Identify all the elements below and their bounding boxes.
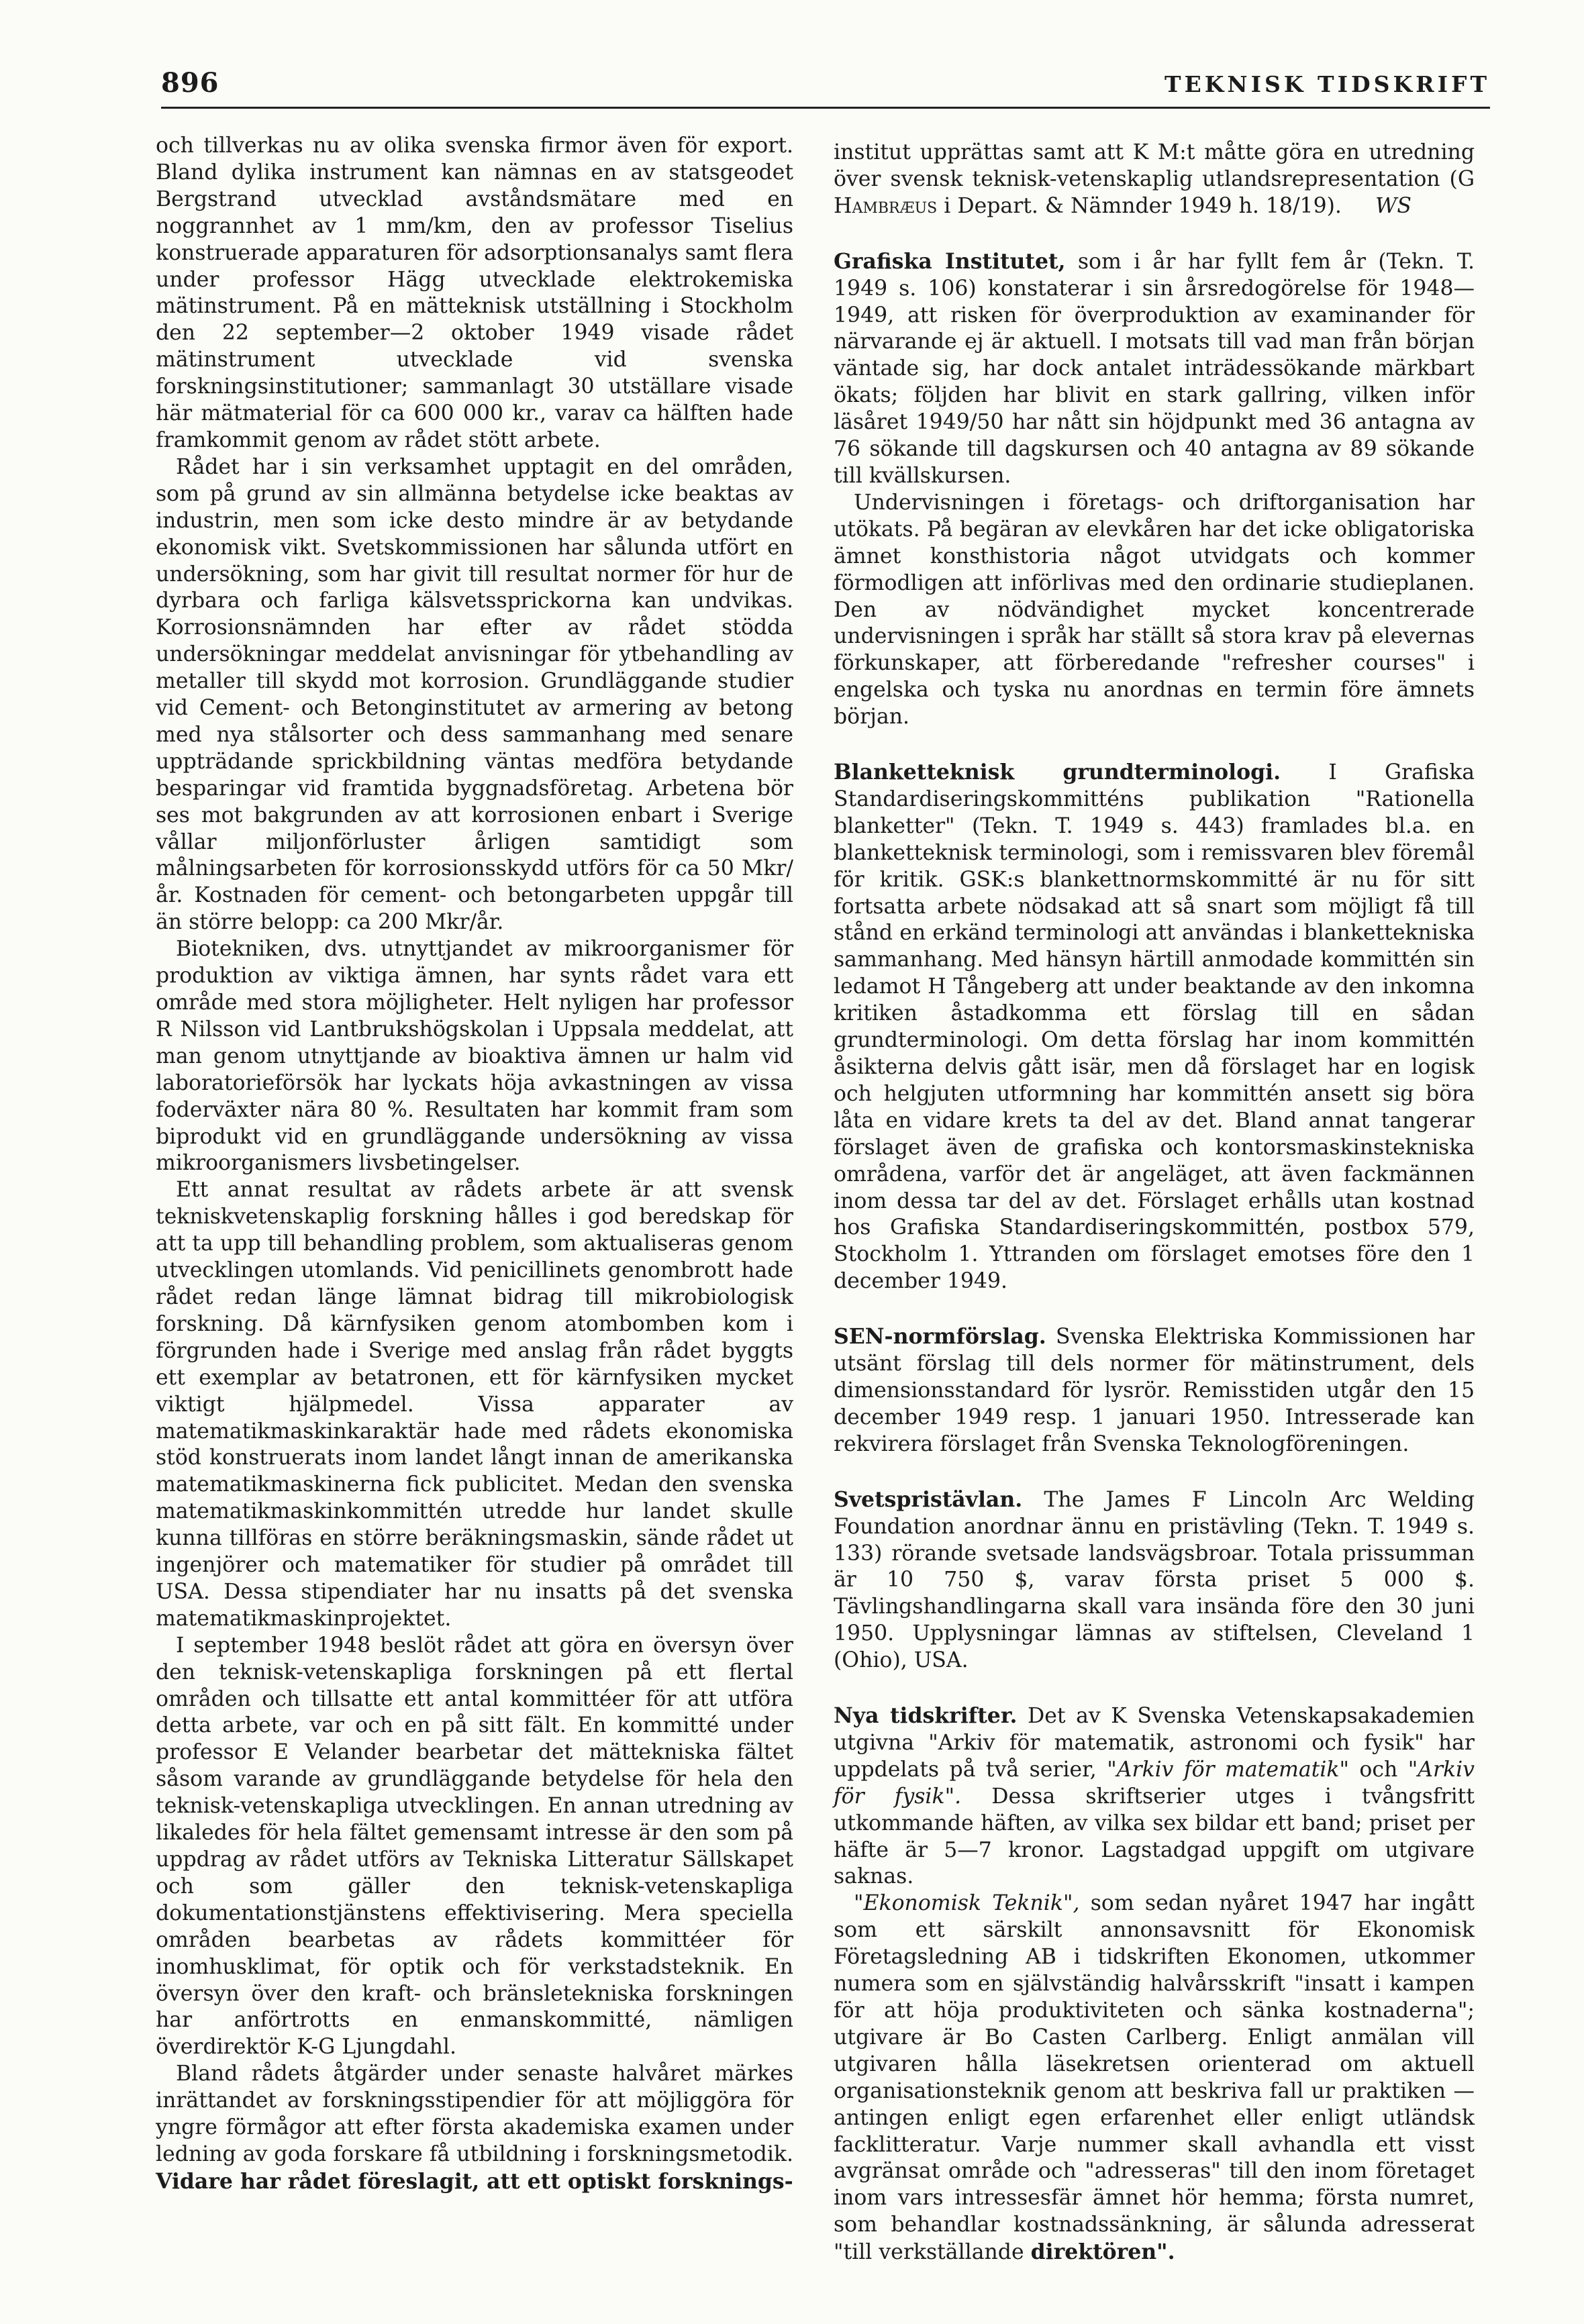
- paragraph-bold-text: direktören".: [1030, 2239, 1175, 2265]
- paragraph-text: som sedan nyåret 1947 har ingått som ett särskilt annonsavsnitt för Ekonomisk Företagsledning AB i tidskriften Ekonomen, utkommer numera som en självständig halvårsskrift "insatt i kampen för att höja produktiviteten och sänka kostnaderna"; utgivare är Bo Casten Carlberg. Enligt anmälan vill utgivaren hålla läsekretsen orienterad om aktuell organisationsteknik genom att beskriva fall ur praktiken — antingen enligt egen erfarenhet eller enligt utländsk facklitteratur. Varje nummer skall avhandla ett visst avgränsat område och "adresseras" till den inom företaget inom vars intressesfär ämnet hör hemma; första numret, som behandlar kostnadssänkning, är sålunda adresserat "till verkställande: [834, 1891, 1475, 2265]
- paragraph: [834, 1486, 1475, 1674]
- paragraph-text: institut upprättas samt att K M:t måtte göra en utredning över svensk teknisk-vetenskaplig utlandsrepresentation (G: [834, 140, 1475, 191]
- paragraph: [834, 248, 1475, 490]
- paragraph: [156, 2061, 793, 2196]
- journal-name: "Ekonomisk Teknik",: [854, 1891, 1080, 1916]
- news-item-sen: [834, 1323, 1475, 1458]
- section-heading: Blanketteknisk grundterminologi.: [834, 760, 1281, 785]
- paragraph-bold-text: Vidare har rådet föreslagit, att ett optiskt forsknings-: [156, 2168, 793, 2194]
- paragraph: Biotekniken, dvs. utnyttjandet av mikroorganismer för produktion av viktiga ämnen, har synts rådet vara ett område med stora möjligheter. Helt nyligen har professor R Nilsson vid Lantbrukshögskolan i Uppsala meddelat, att man genom utnyttjande av bioaktiva ämnen ur halm vid laboratorieförsök har lyckats höja avkastningen av vissa foderväxter nära 80 %. Resultaten har kommit fram som biprodukt vid en grundläggande undersökning av vissa mikroorganismers livsbetingelser.: [156, 937, 793, 1176]
- news-item-nya-tidskrifter: [834, 1703, 1475, 2266]
- section-heading: Grafiska Institutet,: [834, 248, 1066, 274]
- signature: WS: [1375, 193, 1412, 218]
- paragraph: Undervisningen i företags- och driftorganisation har utökats. På begäran av elevkåren har det icke obligatoriska ämnet konsthistoria något utvidgats och kommer förmodligen att införlivas med den ordinarie studieplanen. Den av nödvändighet mycket koncentrerade undervisningen i språk har ställt så stora krav på elevernas förkunskaper, att förberedande "refresher courses" i engelska och tyska nu anordnas en termin före ämnets början.: [834, 490, 1475, 729]
- paragraph: I september 1948 beslöt rådet att göra en översyn över den teknisk-vetenskapliga forskningen på ett flertal områden och tillsatte ett antal kommittéer för att utföra detta arbete, var och en på sitt fält. En kommitté under professor E Velander bearbetar det mättekniska fältet såsom varande av grundläggande betydelse för hela den teknisk-vetenskapliga utvecklingen. En annan utredning av likaledes för hela fältet gemensamt intresse är den som på uppdrag av rådet utförs av Tekniska Litteratur Sällskapet och som gäller den teknisk-vetenskapliga dokumentationstjänstens effektivisering. Mera speciella områden bearbetas av rådets kommittéer för inomhusklimat, för optik och för verkstadsteknik. En översyn över den kraft- och bränsletekniska forskningen har anförtrotts en enmanskommitté, nämligen överdirektör K-G Ljungdahl.: [156, 1633, 793, 2060]
- paragraph: [834, 759, 1475, 1295]
- reference-text: i Depart. & Nämnder 1949 h. 18/19).: [944, 193, 1342, 218]
- paragraph-text: Svenska Elektriska Kommissionen har utsänt förslag till dels normer för mätinstrument, dels dimensionsstandard för lysrör. Remisstiden utgår den 15 december 1949 resp. 1 januari 1950. Intresserade kan rekvirera förslaget från Svenska Teknologföreningen.: [834, 1325, 1475, 1456]
- paragraph-text: The James F Lincoln Arc Welding Foundation anordnar ännu en pristävling (Tekn. T. 1949 s. 133) rörande svetsade landsvägsbroar. Totala prissumman är 10 750 $, varav första priset 5 000 $. Tävlingshandlingarna skall vara insända före den 30 juni 1950. Upplysningar lämnas av stiftelsen, Cleveland 1 (Ohio), USA.: [834, 1487, 1475, 1673]
- paragraph-text: och: [1359, 1757, 1398, 1782]
- paragraph: [834, 1703, 1475, 1890]
- paragraph: [834, 1323, 1475, 1458]
- author-name: Hambræus: [834, 193, 938, 218]
- left-column: [156, 133, 793, 2196]
- paragraph-text: Bland rådets åtgärder under senaste halvåret märkes inrättandet av forskningsstipendier för att möjliggöra för yngre förmågor att efter första akademiska examen under ledning av goda forskare få utbildning i forskningsmetodik.: [156, 2062, 793, 2166]
- paragraph-text: Dessa skriftserier utges i tvångsfritt utkommande häften, av vilka sex bildar ett band; priset per häfte är 5—7 kronor. Lagstadgad uppgift om utgivare saknas.: [834, 1784, 1475, 1889]
- paragraph: Rådet har i sin verksamhet upptagit en del områden, som på grund av sin allmänna betydelse icke beaktas av industrin, men som icke desto mindre är av betydande ekonomisk vikt. Svetskommissionen har sålunda utfört en undersökning, som har givit till resultat normer för hur de dyrbara och farliga kälsvetssprickorna kan undvikas. Korrosionsnämnden har efter av rådet stödda undersökningar meddelat anvisningar för ytbehandling av metaller till skydd mot korrosion. Grundläggande studier vid Cement- och Betonginstitutet av armering av betong med nya stålsorter och dess sammanhang med senare uppträdande sprickbildning väntas medföra betydande besparingar vid framtida byggnadsföretag. Arbetena bör ses mot bakgrunden av att korrosionen enbart i Sverige vållar miljonförluster årligen samtidigt som målningsarbeten för korrosionsskydd utförs för ca 50 Mkr/år. Kostnaden för cement- och betongarbeten uppgår till än större belopp: ca 200 Mkr/år.: [156, 454, 793, 935]
- section-heading: SEN-normförslag.: [834, 1324, 1046, 1350]
- news-item-grafiska: [834, 248, 1475, 731]
- header-rule: [161, 107, 1490, 109]
- paragraph: och tillverkas nu av olika svenska firmor även för export. Bland dylika instrument kan nämnas en av statsgeodet Bergstrand utvecklad avståndsmätare med en noggrannhet av 1 mm/km, den av professor Tiselius konstruerade apparaturen för adsorptionsanalys samt flera under professor Hägg utvecklade elektrokemiska mätinstrument. På en mätteknisk utställning i Stockholm den 22 september—2 oktober 1949 visade rådet mätinstrument utvecklade vid svenska forskningsinstitutioner; sammanlagt 30 utställare visade här mätmaterial för ca 600 000 kr., varav ca hälften hade framkommit genom av rådet stött arbete.: [156, 134, 793, 452]
- section-heading: Svetspristävlan.: [834, 1486, 1023, 1512]
- news-item-blankett: [834, 759, 1475, 1295]
- journal-name: "Arkiv för fysik".: [834, 1757, 1475, 1809]
- running-title: TEKNISK TIDSKRIFT: [1165, 71, 1490, 97]
- page-number: 896: [161, 67, 219, 99]
- right-column: [834, 140, 1475, 2266]
- paragraph-text: Det av K Svenska Vetenskapsakademien utgivna "Arkiv för matematik, astronomi och fysik" har uppdelats på två serier,: [834, 1704, 1475, 1782]
- continued-paragraph: [834, 140, 1475, 220]
- paragraph-text: I Grafiska Standardiseringskommitténs publikation "Rationella blanketter" (Tekn. T. 1949 s. 443) framlades bl.a. en blanketteknisk terminologi, som i remissvaren blev föremål för kritik. GSK:s blankettnormskommitté är nu för sitt fortsatta arbete nödsakad att så snart som möjligt få till stånd en erkänd terminologi att användas i blankettekniska sammanhang. Med hänsyn härtill anmodade kommittén sin ledamot H Tångeberg att under beaktande av den inkomna kritiken åstadkomma ett förslag till en sådan grundterminologi. Om detta förslag har inom kommittén åsikterna delvis gått isär, men då förslaget har en logisk och helgjuten utformning har kommittén ansett sig böra låta en vidare krets ta del av det. Bland annat tangerar förslaget även de grafiska och kontorsmaskinstekniska områdena, varför det är angeläget, att även fackmännen inom dessa tar del av det. Förslaget erhålls utan kostnad hos Grafiska Standardiseringskommittén, postbox 579, Stockholm 1. Yttranden om förslaget emotses före den 1 december 1949.: [834, 760, 1475, 1294]
- paragraph-text: som i år har fyllt fem år (Tekn. T. 1949 s. 106) konstaterar i sin årsredogörelse för 1948—1949, att risken för överproduktion av examinander för närvarande ej är aktuell. I motsats till vad man från början väntade sig, har dock antalet inträdessökande märkbart ökats; följden har blivit en stark gallring, vilken inför läsåret 1949/50 har nått sin höjdpunkt med 36 antagna av 76 sökande till dagskursen och 40 antagna av 89 sökande till kvällskursen.: [834, 249, 1475, 488]
- paragraph: Ett annat resultat av rådets arbete är att svensk tekniskvetenskaplig forskning hålles i god beredskap för att ta upp till behandling problem, som aktualiseras genom utvecklingen utomlands. Vid penicillinets genombrott hade rådet redan länge lämnat bidrag till mikrobiologisk forskning. Då kärnfysiken genom atombomben kom i förgrunden hade i Sverige med anslag från rådet byggts ett exemplar av betatronen, ett för kärnfysiken mycket viktigt hjälpmedel. Vissa apparater av matematikmaskinkaraktär hade med rådets ekonomiska stöd konstruerats inom landet långt innan de amerikanska matematikmaskinerna fick publicitet. Medan den svenska matematikmaskinkommittén utredde hur landet skulle kunna tillföras en större beräkningsmaskin, sände rådet ut ingenjörer och matematiker för studier på området till USA. Dessa stipendiater har nu insatts på det svenska matematikmaskinprojektet.: [156, 1178, 793, 1631]
- paragraph: [834, 1890, 1475, 2266]
- journal-name: "Arkiv för matematik": [1107, 1757, 1349, 1782]
- section-heading: Nya tidskrifter.: [834, 1703, 1018, 1729]
- news-item-svets: [834, 1486, 1475, 1674]
